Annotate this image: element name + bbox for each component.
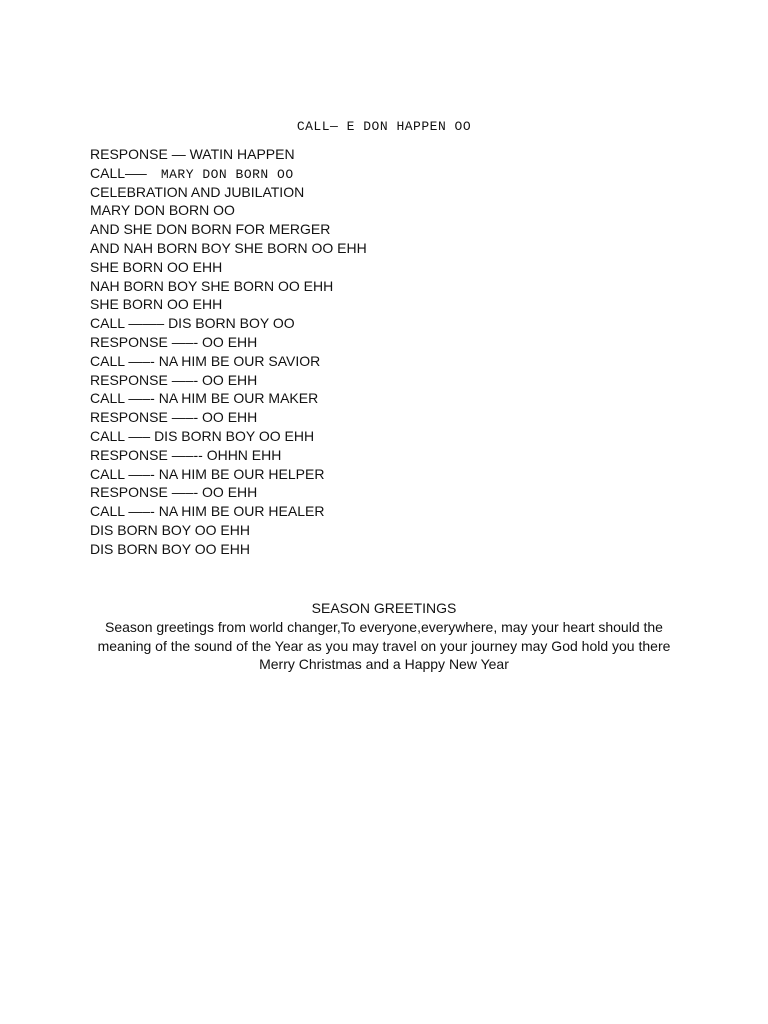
page-title: CALL— E DON HAPPEN OO [296,119,472,134]
lyric-line [90,446,690,465]
lyric-line [90,239,690,258]
lyric-text: DIS BORN BOY OO EHH [90,540,250,557]
lyric-text: SHE BORN OO EHH [90,258,223,275]
lyric-text: CELEBRATION AND JUBILATION [90,183,305,200]
season-greetings-block [90,599,678,674]
greetings-line: meaning of the sound of the Year as you may travel on your journey may God hold you there [97,637,671,654]
lyric-line [90,352,690,371]
lyric-line [90,483,690,502]
lyric-text: CALL —–- NA HIM BE OUR HEALER [90,503,325,520]
lyric-mono-text: MARY DON BORN OO [160,166,294,182]
lyric-line [90,371,690,390]
lyric-line [90,220,690,239]
lyric-text: RESPONSE —–- OO EHH [90,333,258,350]
lyric-text: CALL —–- NA HIM BE OUR SAVIOR [90,352,321,369]
lyric-text: RESPONSE —–- OO EHH [90,484,258,501]
lyric-line [90,314,690,333]
lyric-text: CALL —– DIS BORN BOY OO EHH [90,427,315,444]
lyric-text: RESPONSE —–- OO EHH [90,409,258,426]
lyric-line [90,333,690,352]
lyric-text: SHE BORN OO EHH [90,296,223,313]
lyric-line [90,408,690,427]
lyrics-block [90,145,690,559]
lyric-text: RESPONSE —–-- OHHN EHH [90,446,282,463]
lyric-text: RESPONSE —–- OO EHH [90,371,258,388]
greetings-line: Merry Christmas and a Happy New Year [259,656,509,673]
lyric-text: CALL ——– DIS BORN BOY OO [90,315,295,332]
lyric-text: CALL—– [90,164,147,181]
lyric-line [90,540,690,559]
lyric-line [90,164,690,183]
lyric-text: CALL —–- NA HIM BE OUR HELPER [90,465,325,482]
lyric-line [90,502,690,521]
greetings-line: Season greetings from world changer,To everyone,everywhere, may your heart should the [105,618,663,635]
lyric-line [90,201,690,220]
lyric-text: NAH BORN BOY SHE BORN OO EHH [90,277,334,294]
lyric-text: RESPONSE — WATIN HAPPEN [90,146,295,162]
lyric-line [90,145,690,164]
lyric-line [90,521,690,540]
lyric-text: AND NAH BORN BOY SHE BORN OO EHH [90,239,367,256]
lyric-text: AND SHE DON BORN FOR MERGER [90,221,331,238]
lyric-line [90,258,690,277]
lyric-text: MARY DON BORN OO [90,202,235,219]
greetings-heading: SEASON GREETINGS [311,600,457,616]
lyric-line [90,389,690,408]
lyric-line [90,277,690,296]
lyric-text: CALL —–- NA HIM BE OUR MAKER [90,390,319,407]
lyric-line [90,183,690,202]
lyric-line [90,295,690,314]
lyric-line [90,427,690,446]
lyric-line [90,465,690,484]
lyric-text: DIS BORN BOY OO EHH [90,521,250,538]
